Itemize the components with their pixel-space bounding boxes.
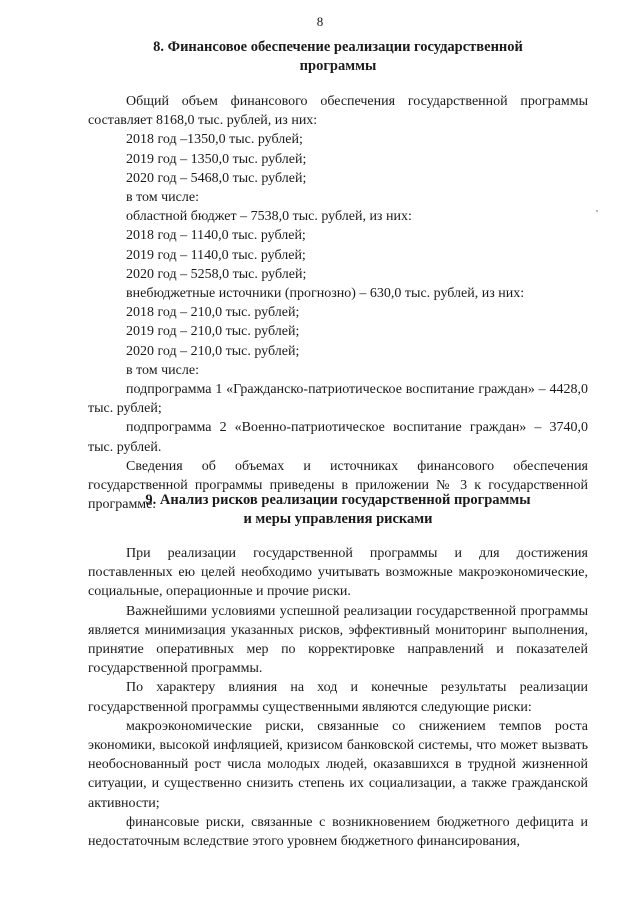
paragraph-regional-2019: 2019 год – 1140,0 тыс. рублей; (126, 247, 306, 263)
paragraph-subprogram-2: подпрограмма 2 «Военно-патриотическое воспитание граждан» – 3740,0 тыс. рублей. (88, 420, 588, 455)
paragraph-total-2019: 2019 год – 1350,0 тыс. рублей; (126, 151, 307, 167)
section-8-heading-line-2: программы (299, 58, 377, 74)
paragraph-subprogram-1: подпрограмма 1 «Гражданско-патриотическое воспитание граждан» – 4428,0 тыс. рублей; (88, 382, 588, 417)
section-9-body (88, 544, 588, 851)
paragraph-regional-budget: областной бюджет – 7538,0 тыс. рублей, из них: (126, 209, 412, 225)
section-9-heading (88, 491, 588, 529)
paragraph-regional-2020: 2020 год – 5258,0 тыс. рублей; (126, 266, 307, 282)
section-8-heading-line-1: 8. Финансовое обеспечение реализации государственной (153, 39, 523, 55)
paragraph-including-1: в том числе: (126, 190, 199, 206)
paragraph-including-2: в том числе: (126, 362, 199, 378)
paragraph-funding-info: Сведения об объемах и источниках финансового обеспечения государственной программы приведены в приложении № 3 к государственной программе. (88, 458, 588, 513)
paragraph-risks-intro: При реализации государственной программы и для достижения поставленных ею целей необходимо учитывать возможные макроэкономические, социальные, операционные и прочие риски. (88, 546, 588, 600)
section-9-heading-line-1: 9. Анализ рисков реализации государственной программы (145, 492, 531, 508)
paragraph-total-funding: Общий объем финансового обеспечения государственной программы составляет 8168,0 тыс. рублей, из них: (88, 94, 588, 129)
section-9-heading-line-2: и меры управления рисками (243, 511, 433, 527)
paragraph-risk-conditions: Важнейшими условиями успешной реализации государственной программы является минимизация указанных рисков, эффективный мониторинг выполнения, принятие оперативных мер по корректировке направлений и показателей государственной программы. (88, 603, 588, 677)
paragraph-regional-2018: 2018 год – 1140,0 тыс. рублей; (126, 228, 306, 244)
scan-artifact-mark: ' (596, 208, 598, 220)
paragraph-total-2018: 2018 год –1350,0 тыс. рублей; (126, 132, 303, 148)
paragraph-extrabudgetary-2018: 2018 год – 210,0 тыс. рублей; (126, 305, 300, 321)
section-8-heading (88, 38, 588, 76)
section-8-body (88, 92, 588, 514)
paragraph-macroeconomic-risks: макроэкономические риски, связанные со снижением темпов роста экономики, высокой инфляцией, кризисом банковской системы, что может вызвать необоснованный рост числа молодых людей, оказавшихся в трудной жизненной ситуации, и существенно снизить степень их социализации, а также гражданской активности; (88, 718, 588, 811)
page-number: 8 (316, 14, 324, 29)
paragraph-extrabudgetary: внебюджетные источники (прогнозно) – 630,0 тыс. рублей, из них: (126, 286, 525, 302)
paragraph-extrabudgetary-2019: 2019 год – 210,0 тыс. рублей; (126, 324, 300, 340)
paragraph-financial-risks: финансовые риски, связанные с возникновением бюджетного дефицита и недостаточным вследствие этого уровнем бюджетного финансирования, (88, 814, 588, 850)
paragraph-extrabudgetary-2020: 2020 год – 210,0 тыс. рублей; (126, 343, 300, 359)
paragraph-risk-types: По характеру влияния на ход и конечные результаты реализации государственной программы существенными являются следующие риски: (88, 680, 588, 715)
paragraph-total-2020: 2020 год – 5468,0 тыс. рублей; (126, 170, 307, 186)
